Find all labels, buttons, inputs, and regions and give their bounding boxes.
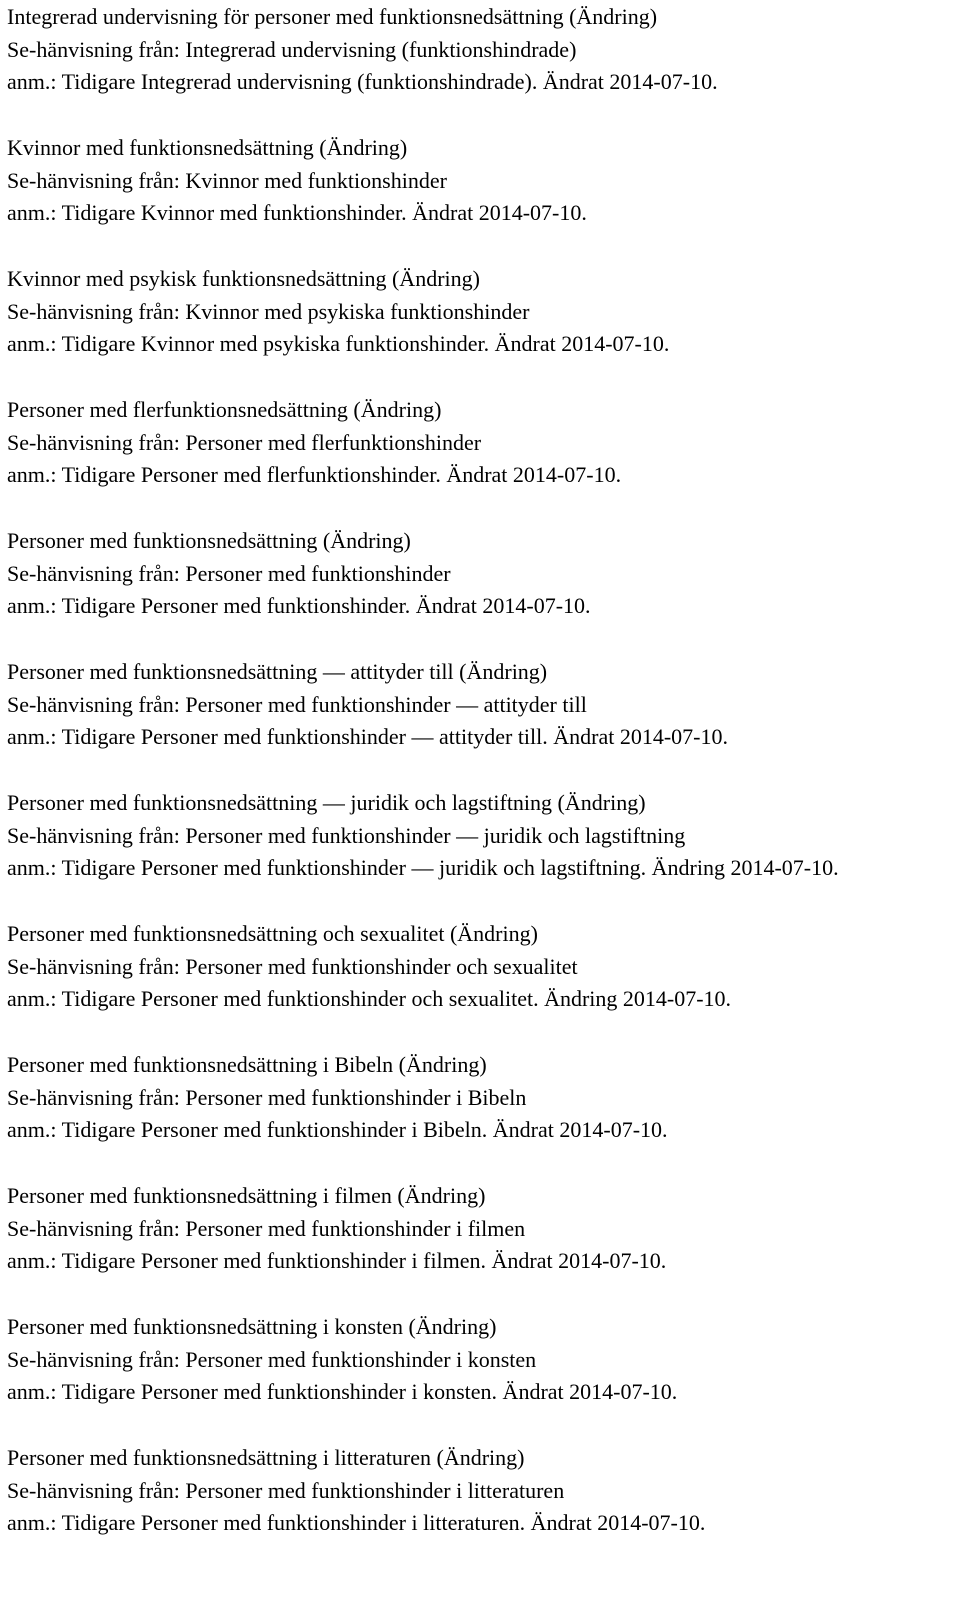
entry-heading: Kvinnor med funktionsnedsättning (Ändring) xyxy=(7,135,408,160)
entry-note: anm.: Tidigare Kvinnor med funktionshinder. Ändrat 2014-07-10. xyxy=(7,200,587,225)
see-reference: Se-hänvisning från: Personer med funktionshinder i filmen xyxy=(7,1215,526,1241)
entry xyxy=(7,1442,957,1572)
see-reference: Se-hänvisning från: Personer med funktionshinder xyxy=(7,560,451,586)
see-reference: Se-hänvisning från: Personer med funktionshinder i litteraturen xyxy=(7,1477,565,1503)
entry xyxy=(7,525,957,655)
entry xyxy=(7,1049,957,1179)
entry xyxy=(7,1180,957,1310)
entry xyxy=(7,918,957,1048)
entry xyxy=(7,394,957,524)
see-reference: Se-hänvisning från: Personer med funktionshinder — juridik och lagstiftning xyxy=(7,822,686,848)
entry xyxy=(7,1,957,131)
entry xyxy=(7,1311,957,1441)
entry xyxy=(7,656,957,786)
see-reference: Se-hänvisning från: Kvinnor med psykiska funktionshinder xyxy=(7,298,530,324)
entry-heading: Kvinnor med psykisk funktionsnedsättning (Ändring) xyxy=(7,266,480,291)
entry-note: anm.: Tidigare Personer med funktionshinder i konsten. Ändrat 2014-07-10. xyxy=(7,1379,678,1404)
entry-heading: Personer med funktionsnedsättning — attityder till (Ändring) xyxy=(7,659,548,684)
entry-note: anm.: Tidigare Personer med funktionshinder i litteraturen. Ändrat 2014-07-10. xyxy=(7,1510,706,1535)
entry-note: anm.: Tidigare Integrerad undervisning (funktionshindrade). Ändrat 2014-07-10. xyxy=(7,69,718,94)
entry-heading: Personer med funktionsnedsättning (Ändring) xyxy=(7,528,411,553)
see-reference: Se-hänvisning från: Personer med funktionshinder — attityder till xyxy=(7,691,587,717)
entry-note: anm.: Tidigare Personer med flerfunktionshinder. Ändrat 2014-07-10. xyxy=(7,462,622,487)
entry-heading: Personer med flerfunktionsnedsättning (Ändring) xyxy=(7,397,442,422)
entry-heading: Personer med funktionsnedsättning i konsten (Ändring) xyxy=(7,1314,497,1339)
entry-note: anm.: Tidigare Personer med funktionshinder — juridik och lagstiftning. Ändring 2014-07-10. xyxy=(7,855,839,880)
entry-note: anm.: Tidigare Personer med funktionshinder i Bibeln. Ändrat 2014-07-10. xyxy=(7,1117,668,1142)
entry-note: anm.: Tidigare Personer med funktionshinder i filmen. Ändrat 2014-07-10. xyxy=(7,1248,667,1273)
see-reference: Se-hänvisning från: Integrerad undervisning (funktionshindrade) xyxy=(7,36,577,62)
entry-note: anm.: Tidigare Personer med funktionshinder — attityder till. Ändrat 2014-07-10. xyxy=(7,724,729,749)
see-reference: Se-hänvisning från: Personer med funktionshinder i Bibeln xyxy=(7,1084,527,1110)
entry-heading: Personer med funktionsnedsättning i filmen (Ändring) xyxy=(7,1183,486,1208)
entry-note: anm.: Tidigare Personer med funktionshinder. Ändrat 2014-07-10. xyxy=(7,593,591,618)
entry xyxy=(7,263,957,393)
entry-heading: Personer med funktionsnedsättning i Bibeln (Ändring) xyxy=(7,1052,487,1077)
see-reference: Se-hänvisning från: Personer med funktionshinder och sexualitet xyxy=(7,953,578,979)
entry-heading: Personer med funktionsnedsättning och sexualitet (Ändring) xyxy=(7,921,538,946)
entry-heading: Personer med funktionsnedsättning i litteraturen (Ändring) xyxy=(7,1445,525,1470)
entry xyxy=(7,787,957,917)
see-reference: Se-hänvisning från: Personer med funktionshinder i konsten xyxy=(7,1346,537,1372)
see-reference: Se-hänvisning från: Personer med flerfunktionshinder xyxy=(7,429,482,455)
see-reference: Se-hänvisning från: Kvinnor med funktionshinder xyxy=(7,167,447,193)
document-body xyxy=(7,1,957,1573)
entry-heading: Personer med funktionsnedsättning — juridik och lagstiftning (Ändring) xyxy=(7,790,646,815)
entry-heading: Integrerad undervisning för personer med funktionsnedsättning (Ändring) xyxy=(7,4,658,29)
entry-note: anm.: Tidigare Kvinnor med psykiska funktionshinder. Ändrat 2014-07-10. xyxy=(7,331,670,356)
entry-note: anm.: Tidigare Personer med funktionshinder och sexualitet. Ändring 2014-07-10. xyxy=(7,986,732,1011)
entry xyxy=(7,132,957,262)
